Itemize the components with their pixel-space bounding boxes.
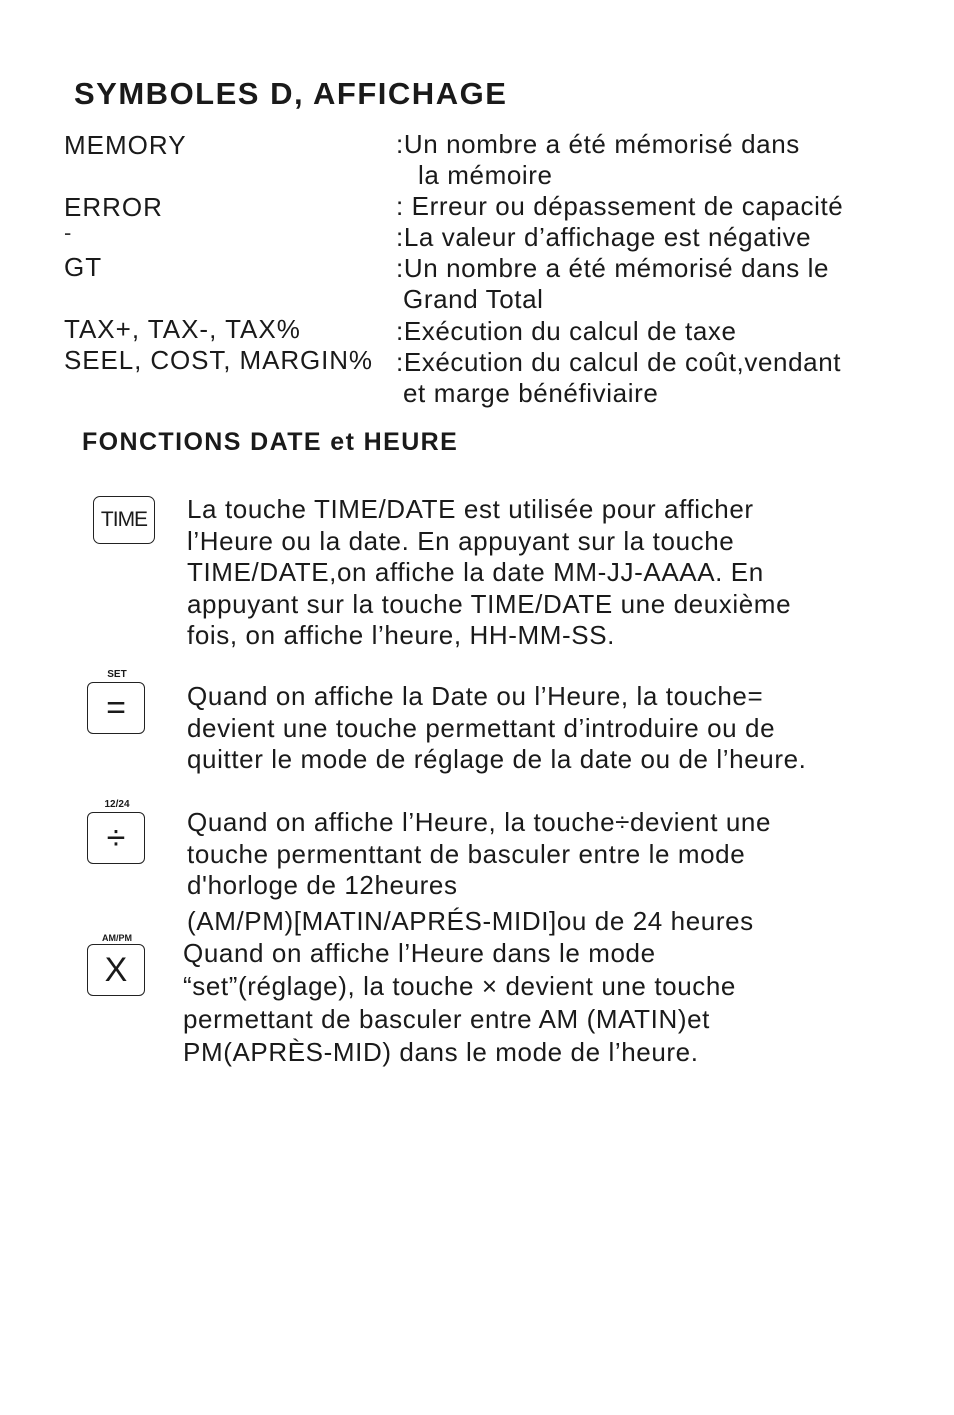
- description-line: TIME/DATE,on affiche la date MM-JJ-AAAA. En: [187, 557, 764, 587]
- description-line: Quand on affiche l’Heure, la touche÷devient une: [187, 807, 772, 837]
- description-line: d'horloge de 12heures: [187, 870, 458, 900]
- equals-key-icon: [87, 682, 145, 734]
- time-key-icon: [93, 496, 155, 544]
- symbol-margin-description-line: :Exécution du calcul de coût,vendant: [396, 347, 842, 377]
- symbol-tax-description-line: :Exécution du calcul de taxe: [396, 316, 737, 346]
- divide-key-description: [187, 807, 771, 937]
- symbol-gt: GT: [64, 252, 103, 282]
- description-line: permettant de basculer entre AM (MATIN)et: [183, 1004, 710, 1034]
- time-key-face: TIME: [100, 508, 148, 531]
- description-line: devient une touche permettant d’introduire ou de: [187, 712, 776, 743]
- description-line: Quand on affiche la Date ou l’Heure, la touche=: [187, 681, 764, 711]
- symbol-error-description-line: : Erreur ou dépassement de capacité: [396, 191, 844, 221]
- symbol-minus: -: [64, 220, 73, 245]
- description-line: La touche TIME/DATE est utilisée pour afficher: [187, 494, 754, 524]
- symbol-margin: SEEL, COST, MARGIN%: [64, 345, 373, 375]
- description-line: (AM/PM)[MATIN/APRÉS-MIDI]ou de 24 heures: [187, 905, 754, 936]
- multiply-key-face: X: [104, 951, 128, 989]
- symbol-memory-description-line: la mémoire: [418, 160, 553, 190]
- symbol-gt-description-line: Grand Total: [403, 284, 544, 314]
- divide-key-icon: [87, 812, 145, 864]
- description-line: touche permenttant de basculer entre le mode: [187, 838, 746, 869]
- symbol-error: ERROR: [64, 192, 163, 222]
- multiply-key-description: [183, 937, 736, 1069]
- divide-key-face: ÷: [106, 819, 126, 857]
- symbol-tax: TAX+, TAX-, TAX%: [64, 314, 301, 344]
- symbol-memory: MEMORY: [64, 130, 187, 160]
- description-line: Quand on affiche l’Heure dans le mode: [183, 938, 656, 968]
- symbol-margin-description-line: et marge bénéfiviaire: [403, 378, 659, 408]
- description-line: “set”(réglage), la touche × devient une touche: [183, 971, 736, 1001]
- equals-key-face: =: [106, 689, 126, 727]
- symbol-gt-description-line: :Un nombre a été mémorisé dans le: [396, 253, 830, 283]
- description-line: l’Heure ou la date. En appuyant sur la touche: [187, 525, 735, 556]
- section-title: FONCTIONS DATE et HEURE: [82, 428, 459, 456]
- divide-key-top-label: 12/24: [104, 799, 130, 810]
- page-heading: SYMBOLES D, AFFICHAGE: [74, 76, 508, 111]
- description-line: fois, on affiche l’heure, HH-MM-SS.: [187, 620, 615, 650]
- symbol-minus-description-line: :La valeur d’affichage est négative: [396, 222, 812, 252]
- time-key-description: [187, 494, 791, 652]
- equals-key-top-label: SET: [107, 669, 127, 680]
- multiply-key-icon: [87, 944, 145, 996]
- multiply-key-top-label: AM/PM: [102, 933, 132, 943]
- symbol-memory-description-line: :Un nombre a été mémorisé dans: [396, 129, 800, 159]
- description-line: appuyant sur la touche TIME/DATE une deuxième: [187, 588, 792, 619]
- equals-key-description: [187, 681, 807, 776]
- description-line: PM(APRÈS-MID) dans le mode de l’heure.: [183, 1037, 699, 1067]
- description-line: quitter le mode de réglage de la date ou de l’heure.: [187, 744, 807, 774]
